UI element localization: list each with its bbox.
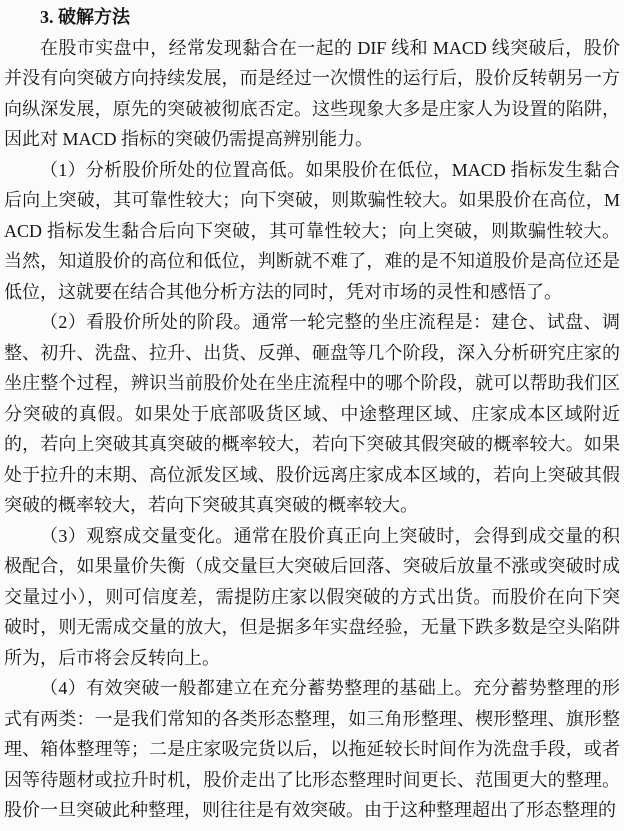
paragraph-point-4: （4）有效突破一般都建立在充分蓄势整理的基础上。充分蓄势整理的形式有两类：一是我们常知的各类形态整理，如三角形整理、楔形整理、旗形整理、箱体整理等；二是庄家吸完货以后，以拖延较长时间作为洗盘手段，或者因等待题材或拉升时机，股价走出了比形态整理时间更长、范围更大的整理。股价一旦突破此种整理，则往往是有效突破。由于这种整理超出了形态整理的 (4, 678, 620, 820)
section-heading: 3. 破解方法 (40, 7, 130, 27)
paragraph-point-3: （3）观察成交量变化。通常在股价真正向上突破时，会得到成交量的积极配合，如果量价失衡（成交量巨大突破后回落、突破后放量不涨或突破时成交量过小），则可信度差，需提防庄家以假突破的方式出货。而股价在向下突破时，则无需成交量的放大，但是据多年实盘经验，无量下跌多数是空头陷阱所为，后市将会反转向上。 (4, 525, 620, 668)
paragraph-point-2: （2）看股价所处的阶段。通常一轮完整的坐庄流程是：建仓、试盘、调整、初升、洗盘、拉升、出货、反弹、砸盘等几个阶段，深入分析研究庄家的坐庄整个过程，辨识当前股价处在坐庄流程中的哪个阶段，就可以帮助我们区分突破的真假。如果处于底部吸货区域、中途整理区域、庄家成本区域附近的，若向上突破其真突破的概率较大，若向下突破其假突破的概率较大。如果处于拉升的末期、高位派发区域、股价远离庄家成本区域的，若向上突破其假突破的概率较大，若向下突破其真突破的概率较大。 (4, 312, 620, 515)
paragraph-point-1: （1）分析股价所处的位置高低。如果股价在低位，MACD 指标发生黏合后向上突破，其可靠性较大；向下突破，则欺骗性较大。如果股价在高位，MACD 指标发生黏合后向下突破，其可靠性较大；向上突破，则欺骗性较大。当然，知道股价的高位和低位，判断就不难了，难的是不知道股价是高位还是低位，这就要在结合其他分析方法的同时，凭对市场的灵性和感悟了。 (4, 159, 620, 302)
paragraph-intro: 在股市实盘中，经常发现黏合在一起的 DIF 线和 MACD 线突破后，股价并没有向突破方向持续发展，而是经过一次惯性的运行后，股价反转朝另一方向纵深发展，原先的突破被彻底否定。这些现象大多是庄家人为设置的陷阱，因此对 MACD 指标的突破仍需提高辨别能力。 (4, 37, 620, 149)
